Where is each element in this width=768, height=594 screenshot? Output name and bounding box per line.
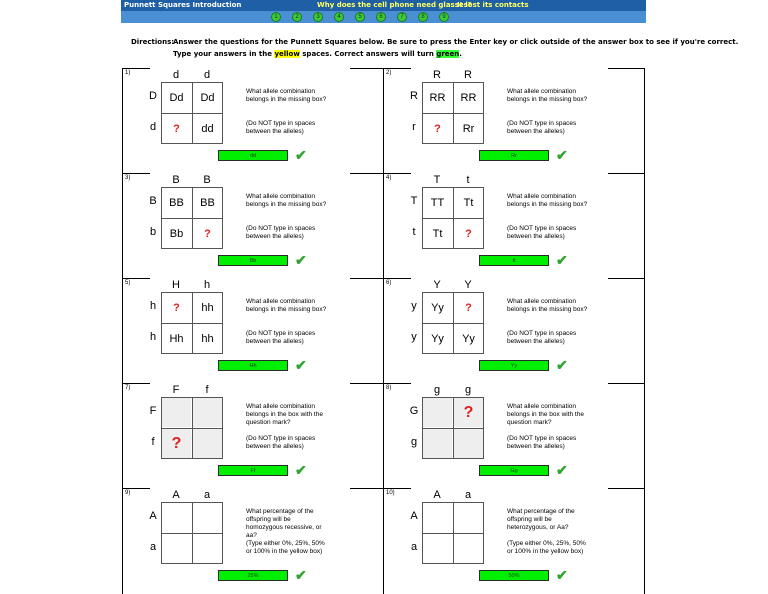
- column-allele: g: [433, 384, 441, 396]
- nav-button[interactable]: 1: [271, 12, 281, 22]
- section-divider: [608, 488, 645, 489]
- question-text: What allele combination belongs in the box with the question mark?: [246, 403, 323, 426]
- column-allele: T: [433, 174, 441, 186]
- column-allele: A: [433, 489, 441, 501]
- green-highlight: green: [436, 50, 460, 58]
- punnett-cell: hh: [201, 301, 214, 314]
- row-allele: A: [149, 510, 157, 522]
- question-hint: (Do NOT type in spaces between the alleles): [246, 330, 316, 345]
- question-text: What allele combination belongs in the missing box?: [246, 193, 327, 208]
- check-icon: ✔: [295, 252, 307, 268]
- question-hint: (Do NOT type in spaces between the alleles): [246, 120, 316, 135]
- section-divider: [383, 278, 411, 279]
- question-number: 1): [125, 70, 131, 76]
- row-allele: r: [412, 121, 416, 133]
- nav-button[interactable]: 7: [397, 12, 407, 22]
- question-hint: (Do NOT type in spaces between the alleles): [246, 435, 316, 450]
- row-allele: y: [411, 331, 417, 343]
- section-divider: [383, 173, 411, 174]
- answer-input[interactable]: 50%: [479, 570, 549, 581]
- punnett-cell: Yy: [431, 332, 444, 345]
- section-divider: [608, 68, 645, 69]
- check-icon: ✔: [295, 357, 307, 373]
- answer-input[interactable]: Yy: [479, 360, 549, 371]
- column-allele: t: [466, 174, 470, 186]
- punnett-cell: RR: [460, 91, 477, 104]
- punnett-cell: Dd: [169, 91, 184, 104]
- punnett-cell: [454, 503, 483, 532]
- punnett-cell: [193, 503, 222, 532]
- answer-input[interactable]: Ff: [218, 465, 288, 476]
- row-allele: h: [149, 331, 157, 343]
- punnett-cell: Yy: [431, 301, 444, 314]
- punnett-cell: BB: [169, 196, 184, 209]
- check-icon: ✔: [556, 462, 568, 478]
- answer-input[interactable]: Gg: [479, 465, 549, 476]
- frame-left: [122, 68, 123, 594]
- punnett-cell: TT: [430, 196, 445, 209]
- column-allele: Y: [433, 279, 441, 291]
- missing-allele-cell: ?: [465, 227, 472, 240]
- row-allele: T: [410, 195, 418, 207]
- punnett-cell: Tt: [432, 227, 443, 240]
- question-number: 4): [386, 175, 392, 181]
- check-icon: ✔: [295, 147, 307, 163]
- column-allele: H: [172, 279, 180, 291]
- row-allele: f: [151, 436, 155, 448]
- row-allele: a: [410, 541, 418, 553]
- nav-button[interactable]: 5: [355, 12, 365, 22]
- directions-label: Directions:: [131, 38, 175, 46]
- punnett-cell: [423, 534, 452, 563]
- question-text: What allele combination belongs in the missing box?: [246, 88, 327, 103]
- punnett-cell: [193, 398, 222, 427]
- row-allele: F: [149, 405, 157, 417]
- check-icon: ✔: [295, 567, 307, 583]
- question-hint: (Type either 0%, 25%, 50% or 100% in the yellow box): [507, 540, 586, 555]
- section-divider: [122, 173, 150, 174]
- question-number: 3): [125, 175, 131, 181]
- punnett-cell: Yy: [462, 332, 475, 345]
- section-divider: [350, 68, 384, 69]
- check-icon: ✔: [556, 252, 568, 268]
- question-hint: (Do NOT type in spaces between the alleles): [246, 225, 316, 240]
- nav-button[interactable]: 6: [376, 12, 386, 22]
- question-text: What percentage of the offspring will be homozygous recessive, or aa?: [246, 508, 322, 539]
- question-text: What allele combination belongs in the missing box?: [246, 298, 327, 313]
- punnett-cell: BB: [200, 196, 215, 209]
- question-number: 5): [125, 280, 131, 286]
- section-divider: [383, 488, 411, 489]
- punnett-cell: Bb: [169, 227, 184, 240]
- column-allele: h: [203, 279, 211, 291]
- question-hint: (Type either 0%, 25%, 50% or 100% in the yellow box): [246, 540, 325, 555]
- header-bar: [121, 0, 646, 23]
- check-icon: ✔: [556, 567, 568, 583]
- column-allele: d: [203, 69, 211, 81]
- directions: [131, 36, 738, 60]
- question-number: 7): [125, 385, 131, 391]
- punnett-cell: [162, 534, 191, 563]
- question-hint: (Do NOT type in spaces between the alleles): [507, 330, 577, 345]
- answer-input[interactable]: dd: [218, 150, 288, 161]
- section-divider: [383, 68, 411, 69]
- column-allele: d: [172, 69, 180, 81]
- question-text: What allele combination belongs in the box with the question mark?: [507, 403, 584, 426]
- check-icon: ✔: [556, 147, 568, 163]
- directions-line2c: .: [459, 50, 462, 58]
- row-allele: A: [410, 510, 418, 522]
- answer-input[interactable]: Bb: [218, 255, 288, 266]
- answer-input[interactable]: Rr: [479, 150, 549, 161]
- row-allele: g: [410, 436, 418, 448]
- nav-button[interactable]: 3: [313, 12, 323, 22]
- column-allele: a: [203, 489, 211, 501]
- section-divider: [608, 278, 645, 279]
- question-text: What allele combination belongs in the missing box?: [507, 88, 588, 103]
- question-number: 9): [125, 490, 131, 496]
- section-divider: [122, 383, 150, 384]
- section-divider: [383, 383, 411, 384]
- row-allele: h: [149, 300, 157, 312]
- section-divider: [122, 488, 150, 489]
- question-text: What allele combination belongs in the missing box?: [507, 298, 588, 313]
- missing-allele-cell: ?: [454, 398, 483, 427]
- column-allele: a: [464, 489, 472, 501]
- header-title-row: [121, 0, 646, 11]
- frame-right: [644, 68, 645, 594]
- missing-allele-cell: ?: [162, 429, 191, 458]
- directions-line1: Answer the questions for the Punnett Squares below. Be sure to press the Enter key or click outside of the answer box to see if you're correct.: [173, 38, 739, 46]
- yellow-highlight: yellow: [274, 50, 300, 58]
- directions-line2a: Type your answers in the: [173, 50, 275, 58]
- section-divider: [122, 68, 150, 69]
- question-number: 10): [386, 490, 395, 496]
- column-allele: Y: [464, 279, 472, 291]
- answer-input[interactable]: 25%: [218, 570, 288, 581]
- punnett-cell: [193, 534, 222, 563]
- row-allele: t: [412, 226, 416, 238]
- section-divider: [608, 383, 645, 384]
- punnett-cell: Dd: [200, 91, 215, 104]
- row-allele: a: [149, 541, 157, 553]
- directions-line2b: spaces. Correct answers will turn: [299, 50, 437, 58]
- punnett-cell: Hh: [169, 332, 184, 345]
- section-divider: [122, 278, 150, 279]
- column-allele: f: [205, 384, 209, 396]
- row-allele: b: [149, 226, 157, 238]
- punnett-cell: [162, 503, 191, 532]
- column-allele: B: [203, 174, 211, 186]
- question-number: 2): [386, 70, 392, 76]
- punnett-cell: dd: [201, 122, 214, 135]
- missing-allele-cell: ?: [173, 301, 180, 314]
- column-allele: g: [464, 384, 472, 396]
- section-divider: [350, 383, 384, 384]
- question-text: What allele combination belongs in the missing box?: [507, 193, 588, 208]
- row-allele: R: [410, 90, 418, 102]
- missing-allele-cell: ?: [434, 122, 441, 135]
- question-hint: (Do NOT type in spaces between the alleles): [507, 225, 577, 240]
- question-hint: (Do NOT type in spaces between the alleles): [507, 435, 577, 450]
- punnett-cell: [423, 429, 452, 458]
- punnett-cell: [454, 534, 483, 563]
- question-number: 6): [386, 280, 392, 286]
- punnett-cell: Rr: [462, 122, 475, 135]
- riddle-question: Why does the cell phone need glasses?: [317, 1, 472, 9]
- punnett-cell: RR: [429, 91, 446, 104]
- answer-input[interactable]: tt: [479, 255, 549, 266]
- question-number: 8): [386, 385, 392, 391]
- column-allele: R: [464, 69, 472, 81]
- nav-button[interactable]: 4: [334, 12, 344, 22]
- question-nav: [271, 12, 449, 22]
- punnett-cell: [423, 398, 452, 427]
- column-allele: A: [172, 489, 180, 501]
- nav-button[interactable]: 8: [418, 12, 428, 22]
- row-allele: D: [149, 90, 157, 102]
- question-hint: (Do NOT type in spaces between the alleles): [507, 120, 577, 135]
- punnett-cell: [193, 429, 222, 458]
- column-allele: B: [172, 174, 180, 186]
- punnett-cell: hh: [201, 332, 214, 345]
- riddle-answer: It lost its contacts: [457, 1, 529, 9]
- frame-middle: [383, 68, 384, 594]
- answer-input[interactable]: Hh: [218, 360, 288, 371]
- nav-button[interactable]: 2: [292, 12, 302, 22]
- punnett-cell: [423, 503, 452, 532]
- section-divider: [350, 173, 384, 174]
- section-divider: [608, 173, 645, 174]
- check-icon: ✔: [556, 357, 568, 373]
- row-allele: B: [149, 195, 157, 207]
- question-text: What percentage of the offspring will be heterozygous, or Aa?: [507, 508, 575, 531]
- row-allele: y: [411, 300, 417, 312]
- page-title: Punnett Squares Introduction: [124, 1, 242, 9]
- nav-button[interactable]: 9: [439, 12, 449, 22]
- missing-allele-cell: ?: [173, 122, 180, 135]
- column-allele: R: [433, 69, 441, 81]
- punnett-cell: [162, 398, 191, 427]
- missing-allele-cell: ?: [465, 301, 472, 314]
- punnett-cell: Tt: [463, 196, 474, 209]
- punnett-cell: [454, 429, 483, 458]
- row-allele: G: [409, 405, 419, 417]
- missing-allele-cell: ?: [204, 227, 211, 240]
- check-icon: ✔: [295, 462, 307, 478]
- section-divider: [350, 278, 384, 279]
- column-allele: F: [172, 384, 180, 396]
- section-divider: [350, 488, 384, 489]
- row-allele: d: [149, 121, 157, 133]
